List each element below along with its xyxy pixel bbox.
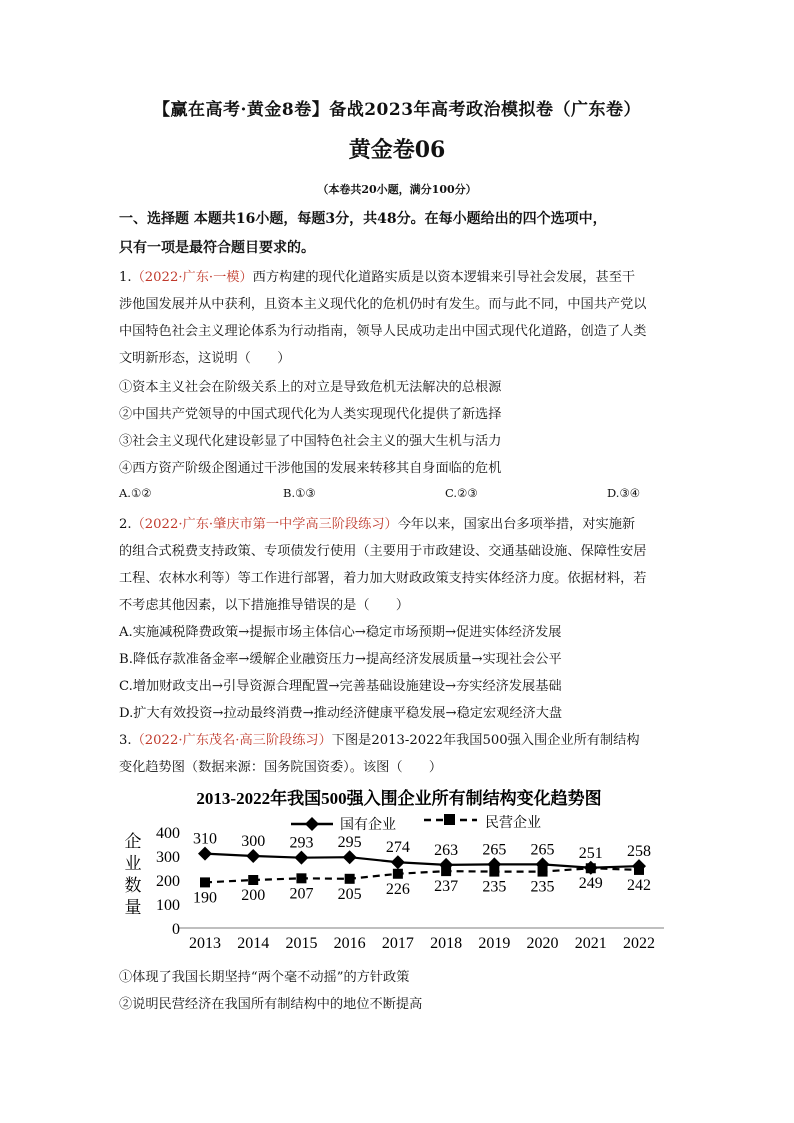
- data-label: 235: [530, 878, 555, 896]
- data-point-private: [345, 874, 355, 884]
- data-label: 295: [337, 834, 362, 852]
- x-axis-ticks: [189, 935, 655, 952]
- q2-text: 工程、农林水利等）等工作进行部署，着力加大财政政策支持实体经济力度。依据材料，若: [119, 571, 647, 586]
- data-label: 274: [385, 839, 410, 857]
- legend-marker-private: [444, 814, 455, 825]
- q3-number: 3.: [119, 733, 132, 748]
- data-label: 293: [289, 834, 314, 852]
- data-point-private: [489, 867, 499, 877]
- q3-source: （2022·广东茂名·高三阶段练习）: [131, 733, 332, 748]
- data-label: 265: [530, 841, 555, 859]
- chart-legend: [291, 814, 541, 833]
- q1-statement: ②中国共产党领导的中国式现代化为人类实现现代化提供了新选择: [119, 407, 502, 422]
- data-point-private: [393, 869, 403, 879]
- q3-first-line: [119, 729, 640, 748]
- q2-option-d[interactable]: D.扩大有效投资→拉动最终消费→推动经济健康平稳发展→稳定宏观经济大盘: [119, 706, 563, 721]
- section-heading-line1: 一、选择题 本题共16小题，每题3分，共48分。在每小题给出的四个选项中，: [119, 211, 607, 227]
- q1-first-line: [119, 266, 635, 285]
- q2-number: 2.: [119, 517, 132, 532]
- x-tick-label: 2018: [430, 935, 463, 952]
- q3-text: 变化趋势图（数据来源：国务院国资委）。该图（ ）: [119, 760, 443, 775]
- q1-statement: ③社会主义现代化建设彰显了中国特色社会主义的强大生机与活力: [119, 434, 502, 449]
- data-point-private: [441, 866, 451, 876]
- x-tick-label: 2021: [574, 935, 607, 952]
- page-subtitle: 黄金卷06: [348, 137, 446, 163]
- data-label: 200: [241, 887, 266, 904]
- data-point-state: [391, 855, 405, 869]
- y-tick-label: 100: [156, 897, 180, 914]
- q1-text: 涉他国发展并从中获利，且资本主义现代化的危机仍时有发生。而与此不同，中国共产党以: [119, 297, 647, 312]
- data-label: 249: [578, 875, 603, 893]
- data-point-state: [198, 847, 212, 861]
- data-point-private: [200, 877, 210, 887]
- q1-option-b[interactable]: B.①③: [283, 486, 316, 500]
- q2-option-c[interactable]: C.增加财政支出→引导资源合理配置→完善基础设施建设→夯实经济发展基础: [119, 679, 562, 694]
- q1-statement: ①资本主义社会在阶级关系上的对立是导致危机无法解决的总根源: [119, 380, 502, 395]
- data-label: 205: [337, 885, 362, 903]
- q1-source: （2022·广东·一模）: [131, 270, 253, 285]
- q2-option-b[interactable]: B.降低存款准备金率→缓解企业融资压力→提高经济发展质量→实现社会公平: [119, 652, 562, 667]
- data-label: 237: [434, 878, 459, 896]
- data-label: 190: [193, 889, 217, 907]
- data-label: 310: [193, 830, 217, 848]
- x-tick-label: 2013: [189, 935, 221, 952]
- q1-option-c[interactable]: C.②③: [445, 486, 478, 500]
- q1-text: 文明新形态，这说明（ ）: [119, 351, 291, 366]
- y-tick-label: 200: [156, 873, 180, 890]
- q1-option-d[interactable]: D.③④: [607, 486, 641, 500]
- x-tick-label: 2017: [381, 935, 414, 952]
- page-title: 【赢在高考·黄金8卷】备战2023年高考政治模拟卷（广东卷）: [152, 100, 642, 120]
- q1-text: 中国特色社会主义理论体系为行动指南，领导人民成功走出中国式现代化道路，创造了人类: [119, 324, 647, 339]
- y-tick-label: 0: [172, 921, 180, 938]
- data-point-private: [248, 875, 258, 885]
- chart-series: [193, 831, 651, 907]
- y-axis-label: [125, 832, 142, 917]
- q3-text: 下图是2013-2022年我国500强入围企业所有制结构: [331, 733, 640, 748]
- data-label: 265: [482, 841, 507, 859]
- data-point-private: [634, 865, 644, 875]
- q2-text: 今年以来，国家出台多项举措，对实施新: [397, 517, 636, 532]
- data-label: 226: [385, 880, 410, 898]
- chart-title: 2013-2022年我国500强入围企业所有制结构变化趋势图: [196, 789, 602, 808]
- data-label: 242: [627, 876, 651, 894]
- q1-option-a[interactable]: A.①②: [119, 486, 152, 500]
- q1-statement: ④西方资产阶级企图通过干涉他国的发展来转移其自身面临的危机: [119, 461, 502, 476]
- legend-label-private: 民营企业: [485, 816, 541, 831]
- data-label: 207: [289, 885, 314, 903]
- legend-label-state: 国有企业: [340, 818, 396, 833]
- series-line-state: [205, 854, 639, 868]
- q1-number: 1.: [119, 270, 132, 285]
- y-tick-label: 300: [156, 849, 180, 866]
- data-label: 263: [434, 841, 459, 859]
- q3-statement: ②说明民营经济在我国所有制结构中的地位不断提高: [119, 997, 423, 1012]
- series-line-private: [205, 868, 639, 882]
- x-tick-label: 2019: [478, 935, 511, 952]
- x-tick-label: 2015: [285, 935, 318, 952]
- data-point-state: [294, 851, 308, 865]
- exam-meta: （本卷共20小题，满分100分）: [317, 183, 477, 196]
- data-label: 300: [241, 833, 266, 850]
- data-point-private: [586, 863, 596, 873]
- data-point-state: [343, 850, 357, 864]
- q2-text: 不考虑其他因素，以下措施推导错误的是（ ）: [119, 598, 410, 613]
- q3-statement: ①体现了我国长期坚持“两个毫不动摇”的方针政策: [119, 970, 410, 985]
- y-tick-label: 400: [156, 825, 180, 842]
- q2-text: 的组合式税费支持政策、专项债发行使用（主要用于市政建设、交通基础设施、保障性安居: [119, 544, 647, 559]
- q2-source: （2022·广东·肇庆市第一中学高三阶段练习）: [131, 517, 398, 532]
- x-tick-label: 2022: [623, 935, 655, 952]
- data-label: 235: [482, 878, 507, 896]
- y-axis-label-char: 量: [124, 898, 142, 917]
- data-point-private: [296, 873, 306, 883]
- y-axis-label-char: 企: [124, 832, 142, 851]
- ownership-trend-chart: [119, 782, 679, 967]
- data-label: 251: [578, 844, 603, 862]
- y-axis-label-char: 数: [124, 876, 142, 895]
- data-point-private: [538, 867, 548, 877]
- section-heading-line2: 只有一项是最符合题目要求的。: [119, 240, 315, 256]
- x-tick-label: 2020: [526, 935, 559, 952]
- data-label: 258: [627, 843, 651, 861]
- x-tick-label: 2016: [333, 935, 366, 952]
- q2-option-a[interactable]: A.实施减税降费政策→提振市场主体信心→稳定市场预期→促进实体经济发展: [119, 625, 562, 640]
- legend-marker-state: [305, 817, 319, 831]
- y-axis-ticks: [156, 825, 180, 938]
- data-point-state: [246, 849, 260, 863]
- x-tick-label: 2014: [237, 935, 270, 952]
- q2-first-line: [119, 513, 635, 532]
- y-axis-label-char: 业: [124, 854, 142, 873]
- q1-text: 西方构建的现代化道路实质是以资本逻辑来引导社会发展，甚至干: [252, 270, 636, 285]
